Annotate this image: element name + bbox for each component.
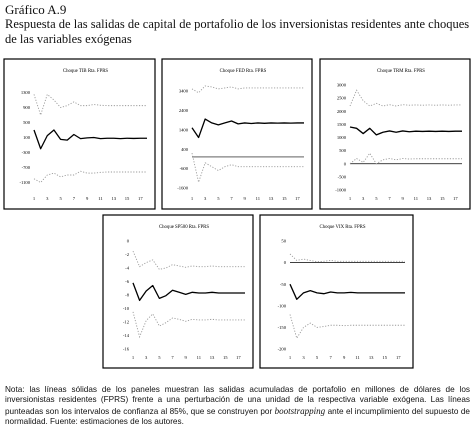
chart-3-frame	[320, 59, 470, 209]
chart-1-y-tick-label: 100	[23, 135, 30, 141]
figure-title: Gráfico A.9	[5, 2, 67, 17]
chart-1-y-tick-label: 1300	[20, 90, 30, 96]
chart-2-x-tick-label: 5	[217, 196, 220, 201]
note-text-after: ante el incumplimiento del supuesto de normalidad. Fuente: estimaciones de los autores.	[5, 406, 470, 426]
chart-1-x-tick-label: 13	[111, 196, 117, 201]
chart-5-y-tick-label: -100	[277, 303, 286, 309]
chart-4-x-tick-label: 1	[131, 355, 135, 360]
chart-2-x-tick-label: 13	[268, 196, 274, 201]
chart-1-y-tick-label: -1100	[19, 180, 30, 186]
chart-5-y-tick-label: 50	[281, 238, 286, 244]
chart-1-frame	[4, 59, 155, 209]
chart-4-y-tick-label: -10	[122, 306, 129, 312]
chart-4-y-tick-label: 0	[126, 238, 129, 244]
chart-5-panel	[260, 215, 413, 368]
chart-2-x-tick-label: 17	[295, 196, 300, 201]
chart-4-y-tick-label: -16	[122, 346, 129, 352]
chart-1-x-tick-label: 3	[46, 196, 49, 201]
chart-2-x-tick-label: 3	[204, 196, 207, 201]
chart-3-x-tick-label: 7	[388, 196, 391, 201]
chart-2-x-tick-label: 1	[190, 196, 194, 201]
chart-3-y-tick-label: 0	[343, 161, 346, 167]
chart-3-y-tick-label: 1000	[336, 135, 346, 141]
chart-1-y-tick-label: 500	[23, 120, 30, 126]
chart-3-x-tick-label: 9	[401, 196, 404, 201]
chart-5-x-tick-label: 17	[395, 355, 401, 360]
chart-4-x-tick-label: 5	[158, 355, 161, 360]
chart-5-x-tick-label: 9	[342, 355, 346, 360]
chart-5-title: Choque VIX Rta. FPRS	[319, 225, 366, 230]
chart-4-x-tick-label: 15	[222, 355, 228, 360]
chart-5-x-tick-label: 13	[368, 355, 374, 360]
chart-4-x-tick-label: 11	[196, 355, 202, 360]
chart-1-x-tick-label: 1	[32, 196, 36, 201]
chart-5-x-tick-label: 7	[329, 355, 332, 360]
chart-5-x-tick-label: 11	[355, 355, 360, 360]
chart-1-x-tick-label: 9	[86, 196, 89, 201]
chart-3-x-tick-label: 3	[362, 196, 365, 201]
chart-4-x-tick-label: 7	[171, 355, 174, 360]
chart-5-x-tick-label: 3	[302, 355, 305, 360]
chart-2-y-tick-label: 2400	[178, 107, 188, 113]
chart-4-x-tick-label: 3	[145, 355, 148, 360]
chart-1-x-tick-label: 15	[124, 196, 130, 201]
chart-4-y-tick-label: -2	[125, 252, 129, 258]
chart-4-y-tick-label: -8	[125, 292, 129, 298]
chart-3-x-tick-label: 17	[453, 196, 458, 201]
chart-3-y-tick-label: -500	[337, 174, 346, 180]
chart-1-y-tick-label: -300	[21, 150, 30, 156]
chart-3-y-tick-label: 500	[339, 148, 346, 154]
chart-2-panel	[162, 59, 312, 209]
chart-5-x-tick-label: 15	[382, 355, 388, 360]
chart-3-panel	[320, 59, 470, 209]
chart-3-x-tick-label: 11	[413, 196, 419, 201]
chart-1-x-tick-label: 17	[138, 196, 143, 201]
chart-2-y-tick-label: 1400	[178, 127, 188, 133]
chart-3-title: Choque TRM Rta. FPRS	[377, 69, 425, 74]
chart-5-y-tick-label: -50	[279, 281, 286, 287]
figure-subtitle: Respuesta de las salidas de capital de portafolio de los inversionistas residentes ante choques de las variables exógenas	[5, 17, 470, 46]
chart-3-y-tick-label: 2500	[336, 95, 346, 101]
chart-2-x-tick-label: 11	[255, 196, 261, 201]
chart-5-y-tick-label: -200	[277, 346, 286, 352]
chart-4-y-tick-label: -4	[125, 265, 129, 271]
note-italic-term: bootstrapping	[274, 405, 326, 416]
chart-4-title: Choque SP500 Rta. FPRS	[158, 225, 210, 230]
chart-4-panel	[103, 215, 253, 368]
chart-5-y-tick-label: -150	[277, 325, 286, 330]
chart-3-y-tick-label: 2000	[336, 108, 346, 114]
chart-2-x-tick-label: 9	[243, 196, 246, 201]
chart-2-x-tick-label: 7	[230, 196, 233, 201]
chart-1-y-tick-label: 900	[23, 105, 30, 111]
chart-1-x-tick-label: 11	[98, 196, 103, 201]
note-text-before: Nota: las líneas sólidas de los paneles muestran las salidas acumuladas de portafolio en millones de dólares de los inversionistas residentes (FPRS) frente a una perturbación de una unidad de la respectiva variable exógena. Las líneas punteadas son los intervalos de confianza al 85%, que se construyen por	[5, 385, 470, 416]
chart-2-title: Choque FED Rta. FPRS	[219, 69, 267, 74]
chart-3-x-tick-label: 1	[348, 196, 352, 201]
chart-3-x-tick-label: 5	[375, 196, 378, 201]
chart-4-y-tick-label: -14	[122, 333, 129, 339]
chart-3-y-tick-label: 1500	[336, 121, 346, 127]
chart-1-y-tick-label: -700	[21, 165, 30, 171]
chart-4-x-tick-label: 17	[236, 355, 241, 360]
chart-3-x-tick-label: 13	[426, 196, 432, 201]
chart-3-y-tick-label: 3000	[336, 82, 346, 88]
chart-3-x-tick-label: 15	[439, 196, 445, 201]
chart-4-x-tick-label: 9	[184, 355, 187, 360]
chart-1-x-tick-label: 5	[59, 196, 62, 201]
chart-4-y-tick-label: -6	[125, 279, 129, 285]
chart-1-title: Choque TIB Rta. FPRS	[62, 69, 109, 74]
chart-5-y-tick-label: 0	[283, 260, 286, 266]
chart-2-y-tick-label: 400	[181, 146, 188, 152]
chart-1-panel	[4, 59, 155, 209]
chart-2-y-tick-label: 3400	[178, 88, 188, 94]
chart-3-y-tick-label: -1000	[335, 187, 346, 193]
chart-5-x-tick-label: 1	[288, 355, 292, 360]
chart-1-x-tick-label: 7	[72, 196, 76, 201]
figure-note	[5, 385, 470, 427]
chart-4-x-tick-label: 13	[209, 355, 215, 360]
chart-2-x-tick-label: 15	[281, 196, 287, 201]
chart-2-y-tick-label: -1600	[177, 185, 188, 191]
chart-2-y-tick-label: -600	[179, 166, 188, 172]
chart-4-y-tick-label: -12	[122, 319, 129, 325]
chart-5-x-tick-label: 5	[315, 355, 319, 360]
